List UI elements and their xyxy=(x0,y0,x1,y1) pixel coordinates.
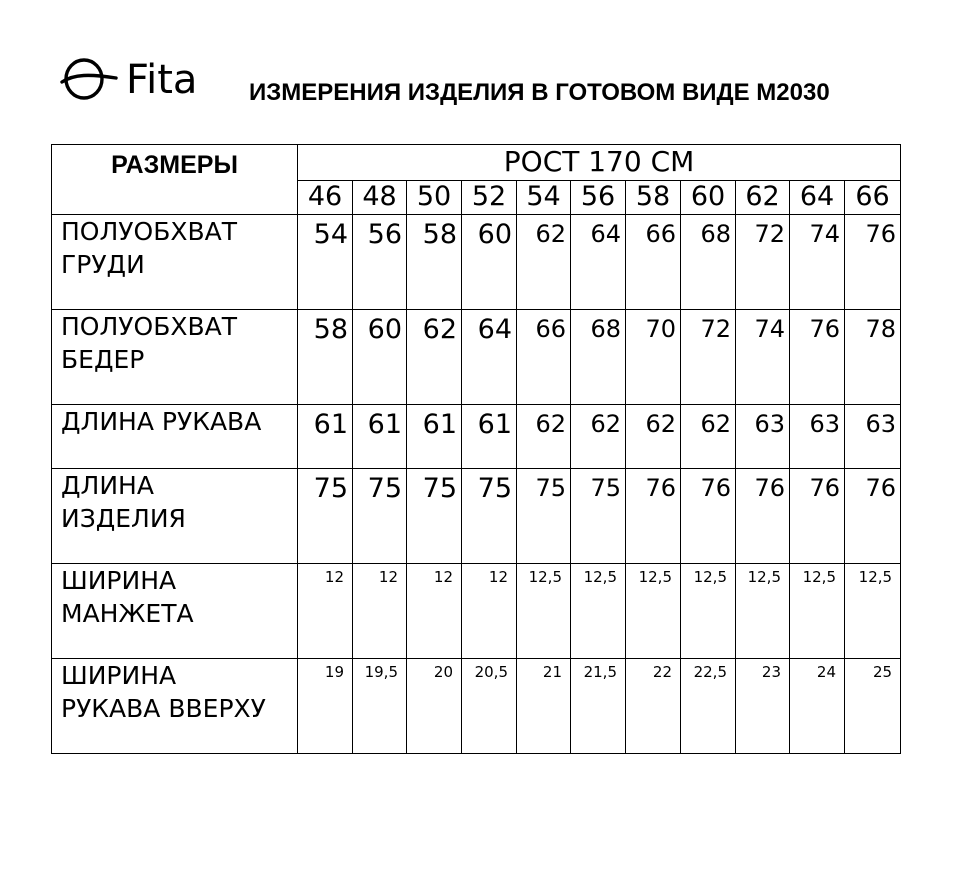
value-cell: 12 xyxy=(462,564,517,659)
value-cell: 70 xyxy=(626,310,681,405)
value-cell: 76 xyxy=(845,469,901,564)
size-header-cell: 58 xyxy=(626,181,681,215)
value-cell: 12,5 xyxy=(736,564,790,659)
height-label: РОСТ 170 СМ xyxy=(298,145,901,181)
value-cell: 56 xyxy=(353,215,407,310)
size-header-cell: 60 xyxy=(681,181,736,215)
value-cell: 21 xyxy=(517,659,571,754)
value-cell: 60 xyxy=(462,215,517,310)
row-label-line1: ШИРИНА xyxy=(61,566,177,595)
value-cell: 75 xyxy=(571,469,626,564)
value-cell: 62 xyxy=(517,405,571,469)
size-header-cell: 66 xyxy=(845,181,901,215)
brand-name: Fita xyxy=(126,57,198,103)
size-header-cell: 52 xyxy=(462,181,517,215)
value-cell: 63 xyxy=(845,405,901,469)
value-cell: 22 xyxy=(626,659,681,754)
value-cell: 63 xyxy=(736,405,790,469)
value-cell: 75 xyxy=(407,469,462,564)
value-cell: 12,5 xyxy=(681,564,736,659)
row-label xyxy=(52,469,298,564)
value-cell: 12 xyxy=(407,564,462,659)
table-row xyxy=(52,659,901,754)
value-cell: 12,5 xyxy=(517,564,571,659)
row-label-line1: ДЛИНА РУКАВА xyxy=(61,407,262,436)
value-cell: 12,5 xyxy=(845,564,901,659)
value-cell: 63 xyxy=(790,405,845,469)
value-cell: 24 xyxy=(790,659,845,754)
value-cell: 21,5 xyxy=(571,659,626,754)
value-cell: 76 xyxy=(845,215,901,310)
page-title: ИЗМЕРЕНИЯ ИЗДЕЛИЯ В ГОТОВОМ ВИДЕ М2030 xyxy=(249,79,830,106)
value-cell: 61 xyxy=(462,405,517,469)
value-cell: 72 xyxy=(681,310,736,405)
value-cell: 62 xyxy=(681,405,736,469)
value-cell: 74 xyxy=(736,310,790,405)
fita-logo-icon xyxy=(60,54,120,104)
value-cell: 76 xyxy=(681,469,736,564)
value-cell: 23 xyxy=(736,659,790,754)
value-cell: 22,5 xyxy=(681,659,736,754)
value-cell: 75 xyxy=(298,469,353,564)
value-cell: 76 xyxy=(736,469,790,564)
value-cell: 19 xyxy=(298,659,353,754)
value-cell: 76 xyxy=(790,469,845,564)
value-cell: 19,5 xyxy=(353,659,407,754)
value-cell: 76 xyxy=(626,469,681,564)
row-label-line1: ДЛИНА xyxy=(61,471,154,500)
row-label-line1: ПОЛУОБХВАТ xyxy=(61,217,237,246)
value-cell: 62 xyxy=(407,310,462,405)
value-cell: 61 xyxy=(298,405,353,469)
row-label-line2: БЕДЕР xyxy=(61,345,145,374)
value-cell: 12,5 xyxy=(626,564,681,659)
value-cell: 68 xyxy=(681,215,736,310)
size-header-cell: 54 xyxy=(517,181,571,215)
value-cell: 64 xyxy=(571,215,626,310)
value-cell: 68 xyxy=(571,310,626,405)
value-cell: 78 xyxy=(845,310,901,405)
value-cell: 58 xyxy=(407,215,462,310)
table-row xyxy=(52,564,901,659)
value-cell: 60 xyxy=(353,310,407,405)
value-cell: 64 xyxy=(462,310,517,405)
size-header-cell: 50 xyxy=(407,181,462,215)
size-header-cell: 56 xyxy=(571,181,626,215)
value-cell: 58 xyxy=(298,310,353,405)
value-cell: 75 xyxy=(353,469,407,564)
value-cell: 74 xyxy=(790,215,845,310)
row-label-line1: ПОЛУОБХВАТ xyxy=(61,312,237,341)
row-label xyxy=(52,659,298,754)
value-cell: 75 xyxy=(462,469,517,564)
value-cell: 72 xyxy=(736,215,790,310)
row-label-line2: ИЗДЕЛИЯ xyxy=(61,504,186,533)
value-cell: 12,5 xyxy=(571,564,626,659)
size-header-cell: 48 xyxy=(353,181,407,215)
size-header-cell: 62 xyxy=(736,181,790,215)
row-label xyxy=(52,310,298,405)
size-table xyxy=(51,144,901,754)
value-cell: 12 xyxy=(298,564,353,659)
value-cell: 75 xyxy=(517,469,571,564)
row-label-line2: ГРУДИ xyxy=(61,250,145,279)
header-label: РАЗМЕРЫ xyxy=(52,145,298,215)
value-cell: 20,5 xyxy=(462,659,517,754)
value-cell: 62 xyxy=(626,405,681,469)
size-header-cell: 46 xyxy=(298,181,353,215)
table-row xyxy=(52,310,901,405)
row-label-line2: МАНЖЕТА xyxy=(61,599,194,628)
size-header-cell: 64 xyxy=(790,181,845,215)
value-cell: 12,5 xyxy=(790,564,845,659)
table-row xyxy=(52,215,901,310)
table-row xyxy=(52,405,901,469)
row-label xyxy=(52,405,298,469)
table-row xyxy=(52,469,901,564)
value-cell: 76 xyxy=(790,310,845,405)
value-cell: 20 xyxy=(407,659,462,754)
row-label xyxy=(52,215,298,310)
brand-logo xyxy=(60,52,220,108)
value-cell: 61 xyxy=(407,405,462,469)
row-label xyxy=(52,564,298,659)
value-cell: 12 xyxy=(353,564,407,659)
value-cell: 54 xyxy=(298,215,353,310)
value-cell: 66 xyxy=(626,215,681,310)
value-cell: 62 xyxy=(517,215,571,310)
row-label-line1: ШИРИНА xyxy=(61,661,177,690)
value-cell: 25 xyxy=(845,659,901,754)
value-cell: 61 xyxy=(353,405,407,469)
value-cell: 62 xyxy=(571,405,626,469)
value-cell: 66 xyxy=(517,310,571,405)
row-label-line2: РУКАВА ВВЕРХУ xyxy=(61,694,266,723)
